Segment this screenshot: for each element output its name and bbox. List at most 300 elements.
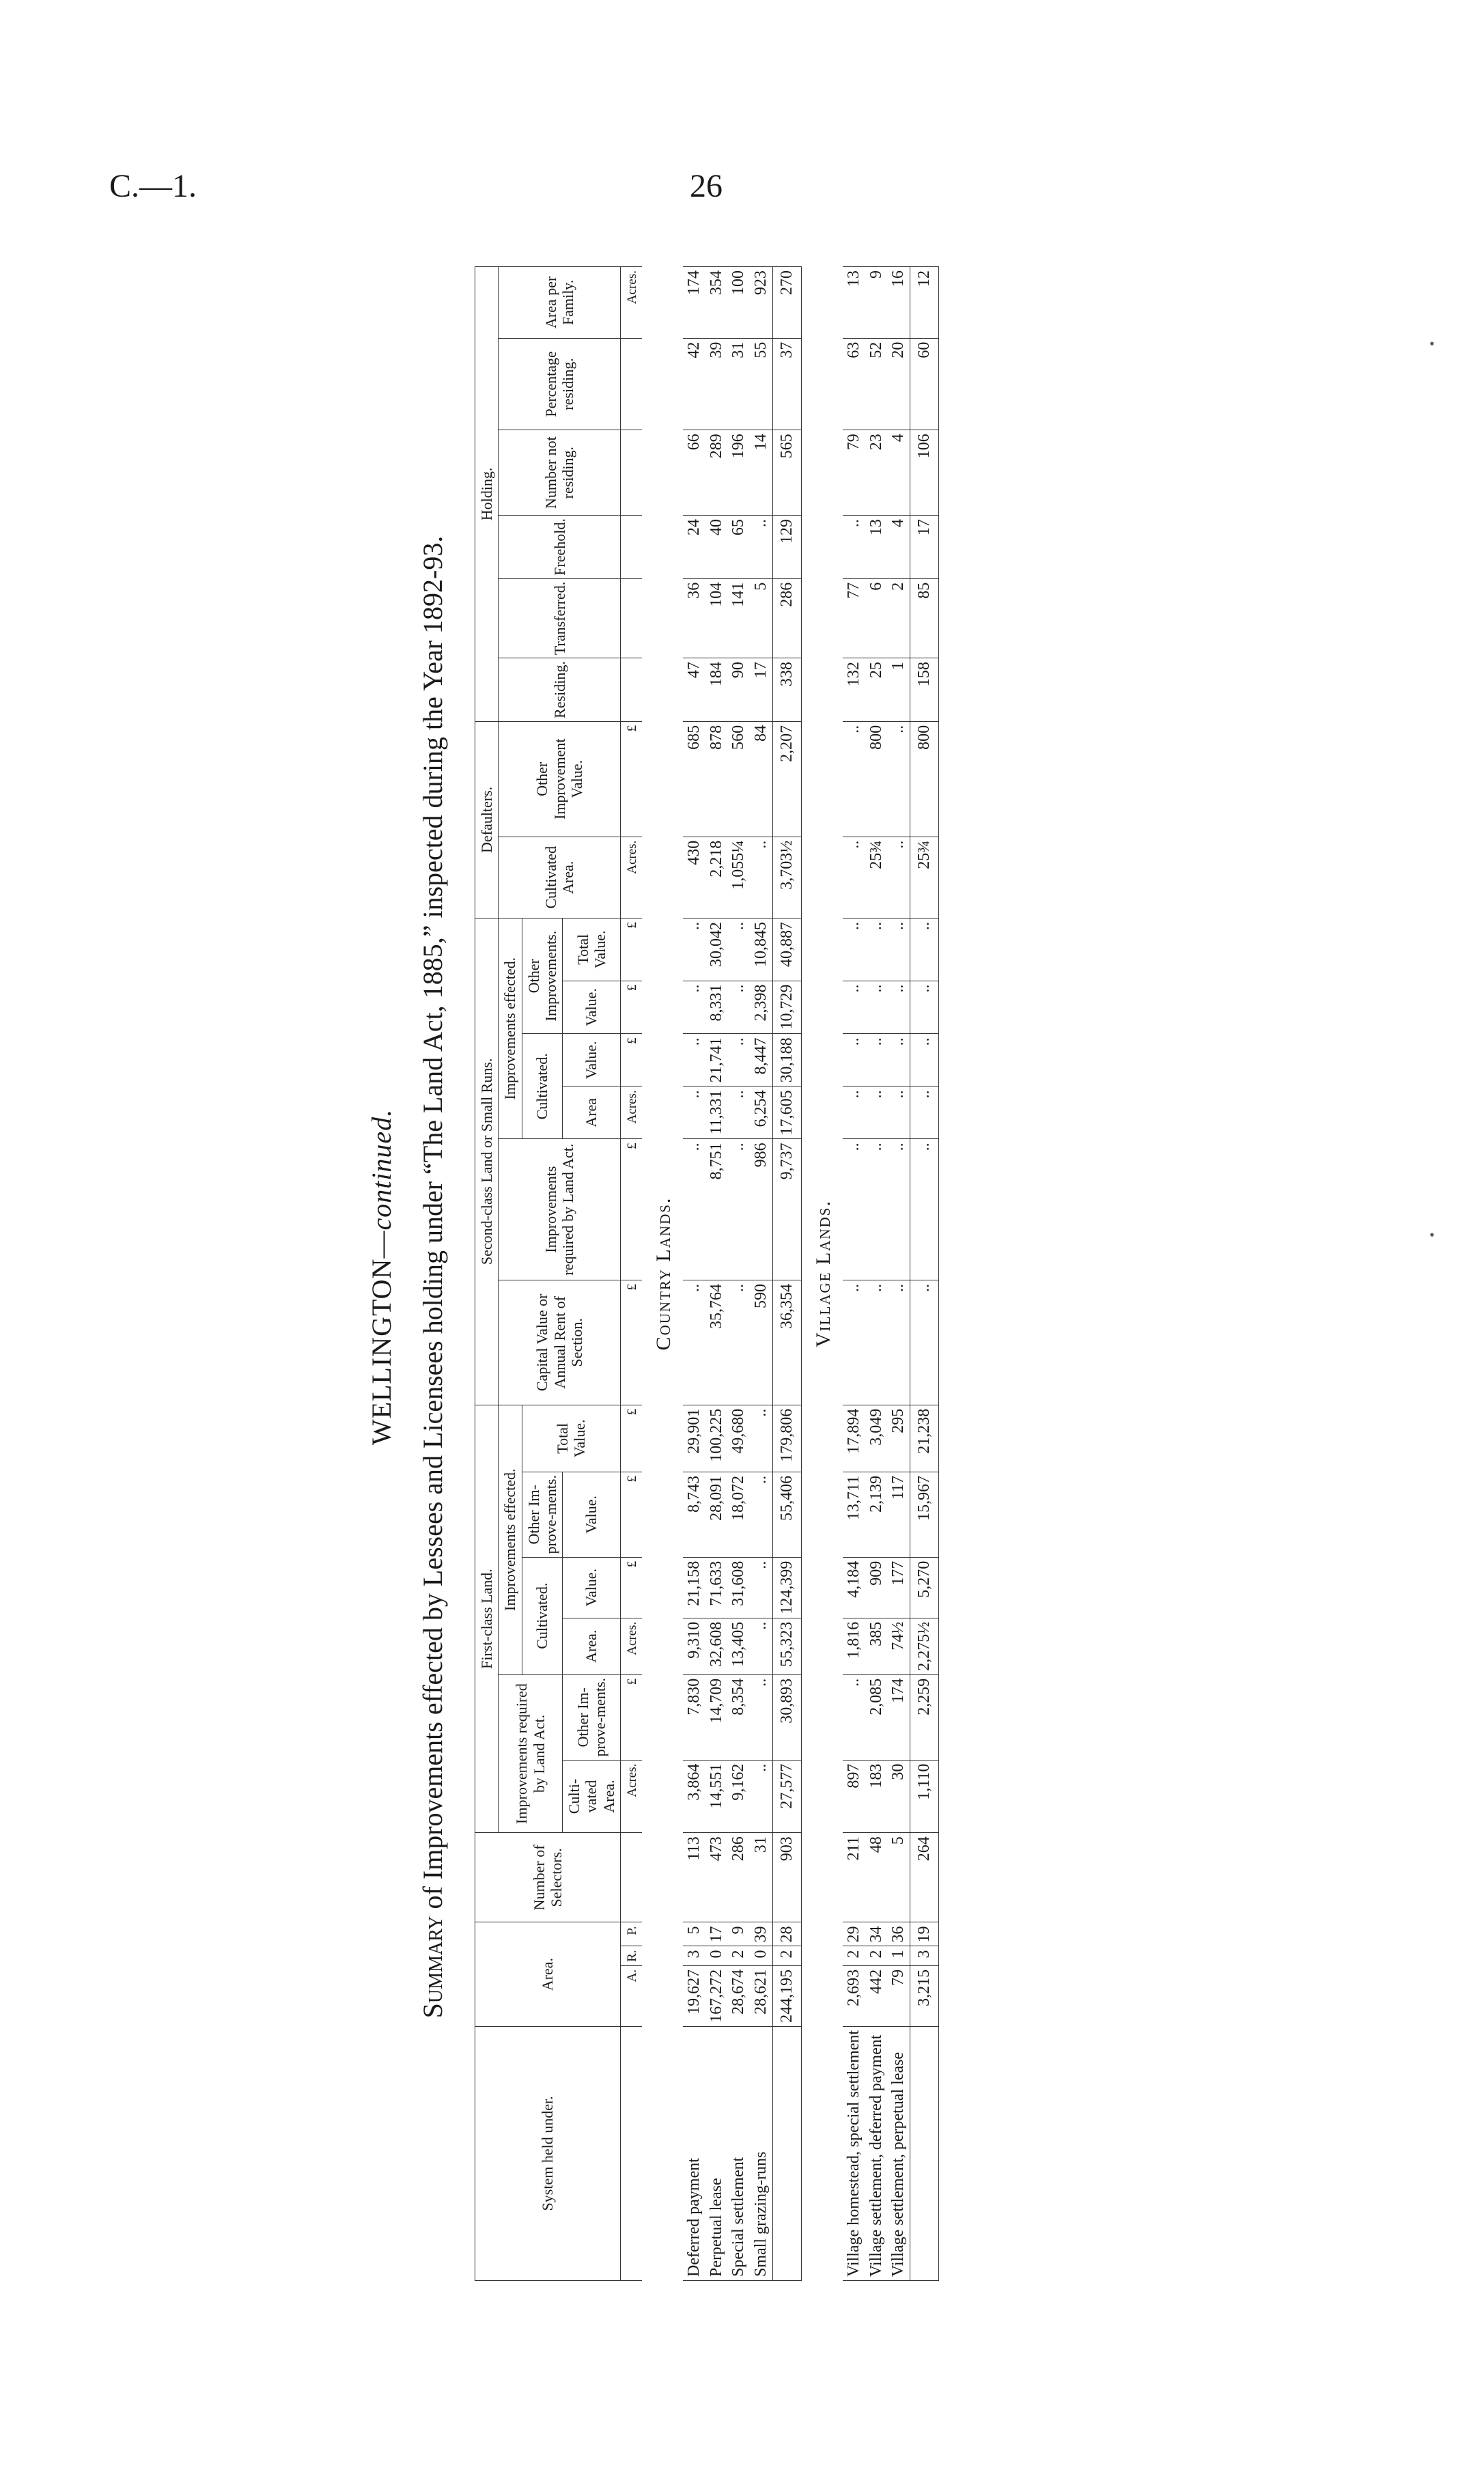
unit-label: £	[621, 1280, 642, 1405]
table-cell: 442	[865, 1965, 888, 2026]
table-cell: ..	[910, 919, 939, 981]
table-cell: 13,711	[843, 1472, 865, 1557]
table-cell: 28,091	[705, 1472, 728, 1557]
table-cell: 90	[727, 658, 750, 722]
unit-label	[621, 1833, 642, 1922]
table-cell: ..	[750, 1472, 772, 1557]
table-cell: 129	[773, 516, 802, 579]
table-cell: 35,764	[705, 1280, 728, 1405]
table-cell: 179,806	[773, 1405, 802, 1472]
header-second-class: Second-class Land or Small Runs.	[475, 919, 499, 1405]
village-total-row	[910, 267, 939, 2281]
table-cell: 5	[887, 1833, 910, 1922]
table-head	[475, 267, 621, 2281]
table-cell: ..	[750, 1760, 772, 1833]
table-cell: 52	[865, 338, 888, 430]
unit-label: £	[621, 919, 642, 981]
header-cultivated: Cultivated.	[522, 1557, 563, 1674]
table-cell: 1	[887, 1946, 910, 1965]
table-cell: 5	[683, 1922, 705, 1946]
row-label	[910, 2026, 939, 2280]
table-cell: 9,310	[683, 1618, 705, 1674]
table-cell: ..	[910, 1086, 939, 1139]
table-cell: 71,633	[705, 1557, 728, 1618]
table-cell: ..	[910, 1139, 939, 1280]
table-cell: ..	[683, 1139, 705, 1280]
header-system: System held under.	[475, 2026, 621, 2280]
table-cell: ..	[727, 1086, 750, 1139]
table-cell: 25¾	[865, 837, 888, 918]
document-title	[365, 246, 397, 2308]
table-cell: 20	[887, 338, 910, 430]
table-cell: 177	[887, 1557, 910, 1618]
header-residing: Residing.	[499, 658, 621, 722]
table-cell: ..	[750, 1618, 772, 1674]
table-cell: 289	[705, 430, 728, 516]
table-cell: ..	[843, 981, 865, 1034]
unit-label: P.	[621, 1922, 642, 1946]
table-cell: 63	[843, 338, 865, 430]
table-cell: 2,275½	[910, 1618, 939, 1674]
unit-label: Acres.	[621, 1618, 642, 1674]
table-cell: 55,406	[773, 1472, 802, 1557]
table-row	[683, 267, 705, 2281]
header-not-residing: Number not residing.	[499, 430, 621, 516]
header-cult-area: Area.	[563, 1618, 621, 1674]
table-cell: ..	[843, 721, 865, 837]
table-cell: 158	[910, 658, 939, 722]
table-cell: 354	[705, 267, 728, 339]
table-cell: ..	[750, 1557, 772, 1618]
table-cell: 903	[773, 1833, 802, 1922]
table-cell: 132	[843, 658, 865, 722]
unit-label: £	[621, 721, 642, 837]
table-cell: ..	[750, 1674, 772, 1760]
table-cell: ..	[683, 1034, 705, 1086]
table-cell: 40,887	[773, 919, 802, 981]
table-cell: 264	[910, 1833, 939, 1922]
table-row	[887, 267, 910, 2281]
row-label: Village settlement, deferred payment	[865, 2026, 888, 2280]
table-cell: 473	[705, 1833, 728, 1922]
table-cell: ..	[843, 1139, 865, 1280]
table-cell: ..	[865, 919, 888, 981]
table-cell: 15,967	[910, 1472, 939, 1557]
table-cell: 2	[773, 1946, 802, 1965]
table-cell: 174	[683, 267, 705, 339]
table-cell: 897	[843, 1760, 865, 1833]
table-row	[865, 267, 888, 2281]
table-cell: 31	[727, 338, 750, 430]
section-heading: Country Lands.	[652, 1196, 675, 1351]
table-cell: 10,845	[750, 919, 772, 981]
unit-label: £	[621, 1139, 642, 1280]
table-cell: 32,608	[705, 1618, 728, 1674]
table-cell: 104	[705, 578, 728, 658]
table-cell: 3,703½	[773, 837, 802, 918]
subtitle-text: of Improvements effected by Lessees and Licensees holding under “The Land Act, 1885,” inspected during the Year 1892-93.	[417, 535, 448, 1909]
table-cell: 85	[910, 578, 939, 658]
table-cell: 565	[773, 430, 802, 516]
table-cell: 39	[750, 1922, 772, 1946]
table-row	[705, 267, 728, 2281]
table-cell: 590	[750, 1280, 772, 1405]
unit-label: Acres.	[621, 1760, 642, 1833]
table-cell: 5	[750, 578, 772, 658]
table-cell: 6	[865, 578, 888, 658]
row-label: Village homestead, special settlement	[843, 2026, 865, 2280]
table-cell: 338	[773, 658, 802, 722]
table-cell: 21,158	[683, 1557, 705, 1618]
unit-label	[621, 658, 642, 722]
table-cell: 65	[727, 516, 750, 579]
row-label: Perpetual lease	[705, 2026, 728, 2280]
table-cell: 79	[887, 1965, 910, 2026]
table-cell: 1,055¼	[727, 837, 750, 918]
table-cell: 14,709	[705, 1674, 728, 1760]
table-cell: ..	[887, 1034, 910, 1086]
table-cell: 2,207	[773, 721, 802, 837]
header-freehold: Freehold.	[499, 516, 621, 579]
table-cell: 25	[865, 658, 888, 722]
table-cell: ..	[843, 1674, 865, 1760]
table-cell: 28,674	[727, 1965, 750, 2026]
table-cell: 8,354	[727, 1674, 750, 1760]
table-cell: 385	[865, 1618, 888, 1674]
table-cell: 47	[683, 658, 705, 722]
table-cell: 14	[750, 430, 772, 516]
table-cell: ..	[865, 1086, 888, 1139]
table-cell: ..	[887, 837, 910, 918]
table-cell: ..	[887, 919, 910, 981]
header-total-value-2: Total Value.	[563, 919, 621, 981]
table-cell: 14,551	[705, 1760, 728, 1833]
table-cell: 12	[910, 267, 939, 339]
table-cell: 196	[727, 430, 750, 516]
unit-label: Acres.	[621, 1086, 642, 1139]
table-cell: 36,354	[773, 1280, 802, 1405]
table-cell: 3	[683, 1946, 705, 1965]
table-cell: ..	[727, 1034, 750, 1086]
table-cell: ..	[683, 919, 705, 981]
title-continued: continued.	[366, 1108, 397, 1231]
table-cell: 36	[683, 578, 705, 658]
table-cell: ..	[750, 516, 772, 579]
table-cell: 2	[843, 1946, 865, 1965]
header-pct-residing: Percentage residing.	[499, 338, 621, 430]
unit-label	[621, 430, 642, 516]
table-cell: ..	[727, 919, 750, 981]
table-cell: ..	[727, 981, 750, 1034]
table-cell: 430	[683, 837, 705, 918]
table-cell: 16	[887, 267, 910, 339]
table-cell: 42	[683, 338, 705, 430]
table-cell: 0	[750, 1946, 772, 1965]
table-cell: 17	[750, 658, 772, 722]
header-area: Area.	[475, 1922, 621, 2026]
unit-label: £	[621, 1557, 642, 1618]
margin-mark: ⋅	[1427, 328, 1437, 359]
table-row	[750, 267, 772, 2281]
header-impr-effected: Improvements effected.	[499, 1405, 522, 1674]
table-cell: 800	[910, 721, 939, 837]
table-cell: 30,188	[773, 1034, 802, 1086]
table-row	[843, 267, 865, 2281]
table-cell: 13	[843, 267, 865, 339]
table-cell: ..	[843, 919, 865, 981]
table-cell: 24	[683, 516, 705, 579]
table-cell: 17,894	[843, 1405, 865, 1472]
header-holding: Holding.	[475, 267, 499, 722]
table-cell: 23	[865, 430, 888, 516]
table-cell: 923	[750, 267, 772, 339]
header-cult-value-2: Value.	[563, 1034, 621, 1086]
table-cell: ..	[865, 1139, 888, 1280]
table-cell: 49,680	[727, 1405, 750, 1472]
table-cell: 295	[887, 1405, 910, 1472]
table-cell: 25¾	[910, 837, 939, 918]
header-impr-effected-2: Improvements effected.	[499, 919, 522, 1139]
table-cell: ..	[865, 981, 888, 1034]
rotated-content	[328, 246, 1175, 2308]
table-cell: 167,272	[705, 1965, 728, 2026]
table-cell: 3,049	[865, 1405, 888, 1472]
table-cell: 60	[910, 338, 939, 430]
header-cult-value: Value.	[563, 1557, 621, 1618]
table-cell: 77	[843, 578, 865, 658]
unit-label: £	[621, 1472, 642, 1557]
table-cell: 79	[843, 430, 865, 516]
table-cell: 244,195	[773, 1965, 802, 2026]
table-cell: 124,399	[773, 1557, 802, 1618]
table-cell: 2,139	[865, 1472, 888, 1557]
header-first-class: First-class Land.	[475, 1405, 499, 1833]
table-cell: 66	[683, 430, 705, 516]
table-cell: 174	[887, 1674, 910, 1760]
units-blank	[621, 2026, 642, 2280]
table-cell: 106	[910, 430, 939, 516]
table-cell: 4	[887, 430, 910, 516]
table-cell: 100	[727, 267, 750, 339]
table-cell: 40	[705, 516, 728, 579]
table-cell: ..	[843, 837, 865, 918]
table-cell: 2,085	[865, 1674, 888, 1760]
unit-label	[621, 338, 642, 430]
table-cell: 6,254	[750, 1086, 772, 1139]
table-cell: 11,331	[705, 1086, 728, 1139]
document-subtitle	[417, 246, 449, 2308]
header-other-impr-2: Other Improvements.	[522, 919, 563, 1034]
table-cell: 878	[705, 721, 728, 837]
table-cell: ..	[887, 1139, 910, 1280]
header-cult-area-2: Area	[563, 1086, 621, 1139]
title-main: WELLINGTON—	[366, 1230, 397, 1446]
table-cell: 19,627	[683, 1965, 705, 2026]
header-impr-required: Improvements required by Land Act.	[499, 1674, 563, 1833]
row-label: Special settlement	[727, 2026, 750, 2280]
margin-mark: ⋅	[1427, 1220, 1437, 1250]
table-body	[621, 267, 939, 2281]
table-cell: ..	[843, 1280, 865, 1405]
table-cell: 800	[865, 721, 888, 837]
table-cell: 100,225	[705, 1405, 728, 1472]
summary-table	[475, 266, 939, 2281]
table-cell: 9	[865, 267, 888, 339]
table-cell: 1,110	[910, 1760, 939, 1833]
header-other-impr-req: Other Im-prove-ments.	[563, 1674, 621, 1760]
table-cell: 30	[887, 1760, 910, 1833]
table-cell: 29	[843, 1922, 865, 1946]
table-cell: 17	[910, 516, 939, 579]
table-cell: 2,398	[750, 981, 772, 1034]
header-def-cultivated: Cultivated Area.	[499, 837, 621, 918]
header-area-family: Area per Family.	[499, 267, 621, 339]
table-cell: ..	[887, 981, 910, 1034]
table-cell: 30,042	[705, 919, 728, 981]
unit-label: Acres.	[621, 837, 642, 918]
table-cell: 10,729	[773, 981, 802, 1034]
table-cell: 9,737	[773, 1139, 802, 1280]
table-cell: ..	[887, 721, 910, 837]
unit-label: £	[621, 1034, 642, 1086]
table-cell: 8,751	[705, 1139, 728, 1280]
table-cell: ..	[750, 837, 772, 918]
rotated-table-region	[328, 246, 1175, 2308]
village-lands-heading	[801, 267, 843, 2281]
table-cell: 2	[887, 578, 910, 658]
unit-label: R.	[621, 1946, 642, 1965]
table-cell: 8,447	[750, 1034, 772, 1086]
table-cell: 13	[865, 516, 888, 579]
table-cell: 211	[843, 1833, 865, 1922]
table-cell: 17	[705, 1922, 728, 1946]
table-cell: ..	[727, 1280, 750, 1405]
table-cell: 909	[865, 1557, 888, 1618]
table-cell: 8,743	[683, 1472, 705, 1557]
header-defaulters: Defaulters.	[475, 721, 499, 918]
table-cell: 1	[887, 658, 910, 722]
table-row	[727, 267, 750, 2281]
table-cell: 2	[727, 1946, 750, 1965]
table-cell: 37	[773, 338, 802, 430]
table-cell: 36	[887, 1922, 910, 1946]
table-cell: 39	[705, 338, 728, 430]
table-cell: 8,331	[705, 981, 728, 1034]
table-cell: 2,259	[910, 1674, 939, 1760]
table-cell: 31,608	[727, 1557, 750, 1618]
table-cell: 4,184	[843, 1557, 865, 1618]
table-cell: ..	[683, 1086, 705, 1139]
table-cell: 2	[865, 1946, 888, 1965]
unit-label: £	[621, 981, 642, 1034]
header-other-value-2: Value.	[563, 981, 621, 1034]
table-cell: 3,215	[910, 1965, 939, 2026]
header-selectors: Number of Selectors.	[475, 1833, 621, 1922]
header-cultivated-area: Culti-vated Area.	[563, 1760, 621, 1833]
table-cell: 560	[727, 721, 750, 837]
table-cell: ..	[910, 981, 939, 1034]
row-label: Deferred payment	[683, 2026, 705, 2280]
header-transferred: Transferred.	[499, 578, 621, 658]
table-cell: ..	[887, 1280, 910, 1405]
table-cell: ..	[865, 1280, 888, 1405]
row-label: Small grazing-runs	[750, 2026, 772, 2280]
table-cell: 18,072	[727, 1472, 750, 1557]
table-cell: 141	[727, 578, 750, 658]
table-cell: 34	[865, 1922, 888, 1946]
table-cell: ..	[683, 1280, 705, 1405]
table-cell: ..	[843, 1034, 865, 1086]
units-row	[621, 267, 642, 2281]
table-cell: 4	[887, 516, 910, 579]
page-number: 26	[690, 168, 723, 204]
table-cell: 19	[910, 1922, 939, 1946]
table-cell: 21,238	[910, 1405, 939, 1472]
table-cell: 21,741	[705, 1034, 728, 1086]
unit-label: £	[621, 1405, 642, 1472]
table-cell: 113	[683, 1833, 705, 1922]
table-cell: 286	[773, 578, 802, 658]
unit-label	[621, 516, 642, 579]
table-cell: ..	[843, 1086, 865, 1139]
table-cell: 55	[750, 338, 772, 430]
table-cell: 2,693	[843, 1965, 865, 2026]
table-cell: 27,577	[773, 1760, 802, 1833]
table-cell: 5,270	[910, 1557, 939, 1618]
table-cell: 117	[887, 1472, 910, 1557]
header-capital-value: Capital Value or Annual Rent of Section.	[499, 1280, 621, 1405]
table-cell: 74½	[887, 1618, 910, 1674]
table-cell: 84	[750, 721, 772, 837]
table-cell: ..	[910, 1034, 939, 1086]
table-cell: 28	[773, 1922, 802, 1946]
subtitle-summary: Summary	[417, 1916, 448, 2019]
table-cell: 29,901	[683, 1405, 705, 1472]
table-cell: ..	[727, 1139, 750, 1280]
table-cell: 13,405	[727, 1618, 750, 1674]
table-cell: 685	[683, 721, 705, 837]
table-cell: 2,218	[705, 837, 728, 918]
header-cultivated-2: Cultivated.	[522, 1034, 563, 1139]
table-cell: ..	[683, 981, 705, 1034]
header-other-impr: Other Im-prove-ments.	[522, 1472, 563, 1557]
table-cell: ..	[887, 1086, 910, 1139]
unit-label: £	[621, 1674, 642, 1760]
table-cell: 184	[705, 658, 728, 722]
table-cell: 3,864	[683, 1760, 705, 1833]
unit-label: A.	[621, 1965, 642, 2026]
table-cell: 30,893	[773, 1674, 802, 1760]
unit-label	[621, 578, 642, 658]
table-cell: ..	[910, 1280, 939, 1405]
table-cell: ..	[750, 1405, 772, 1472]
table-cell: 9,162	[727, 1760, 750, 1833]
table-cell: 3	[910, 1946, 939, 1965]
table-cell: 0	[705, 1946, 728, 1965]
table-cell: 270	[773, 267, 802, 339]
table-cell: 286	[727, 1833, 750, 1922]
table-cell: 31	[750, 1833, 772, 1922]
table-cell: ..	[843, 516, 865, 579]
table-cell: 55,323	[773, 1618, 802, 1674]
table-cell: 17,605	[773, 1086, 802, 1139]
table-cell: 986	[750, 1139, 772, 1280]
page-code: C.—1.	[109, 168, 197, 204]
table-cell: ..	[865, 1034, 888, 1086]
table-cell: 9	[727, 1922, 750, 1946]
header-impr-required-2: Improvements required by Land Act.	[499, 1139, 621, 1280]
section-heading: Village Lands.	[811, 1200, 835, 1347]
